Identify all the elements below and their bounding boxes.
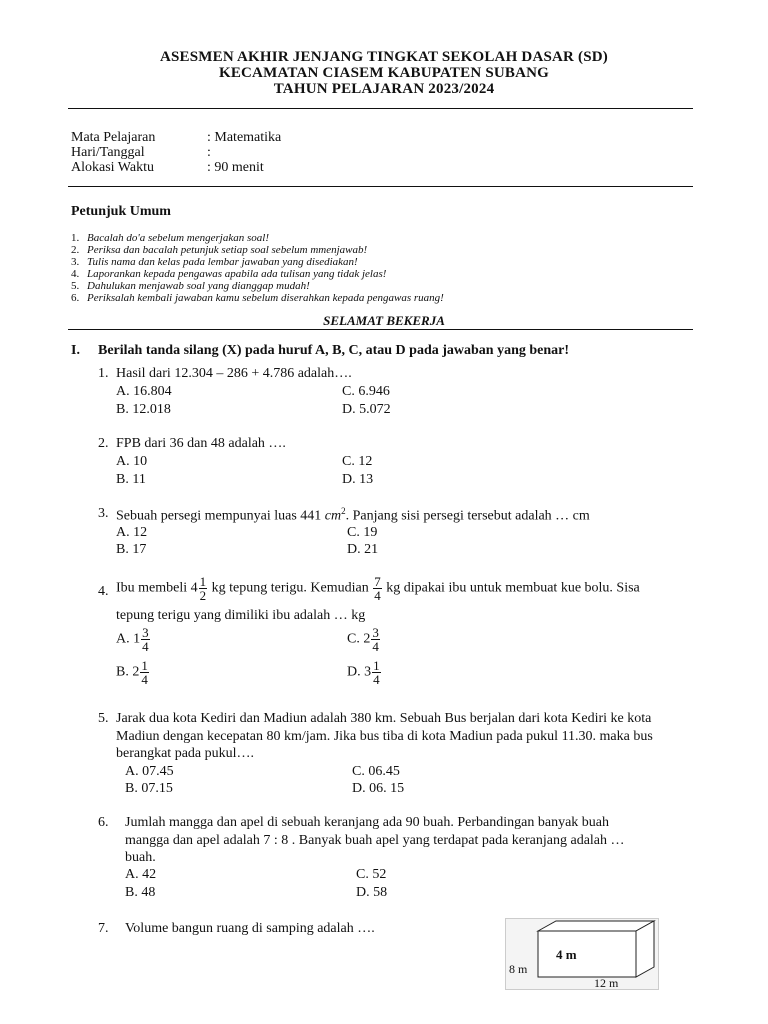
selamat-bekerja: SELAMAT BEKERJA [323, 313, 445, 328]
info-label-date: Hari/Tanggal [71, 145, 145, 160]
info-value-time: : 90 menit [207, 160, 264, 175]
q6-option-a: A. 42 [125, 867, 157, 882]
q1-option-d: D. 5.072 [342, 402, 391, 417]
question-6-number: 6. [98, 815, 109, 830]
q3-option-d: D. 21 [347, 542, 379, 557]
petunjuk-num: 5. [71, 280, 80, 292]
petunjuk-num: 6. [71, 292, 80, 304]
petunjuk-text: Periksalah kembali jawaban kamu sebelum diserahkan kepada pengawas ruang! [87, 292, 444, 304]
question-6-text-line3: buah. [125, 850, 156, 865]
q1-option-b: B. 12.018 [116, 402, 171, 417]
q2-option-b: B. 11 [116, 472, 146, 487]
fraction-denominator: 4 [374, 588, 381, 603]
q5-option-d: D. 06. 15 [352, 781, 405, 796]
fraction-numerator: 3 [142, 625, 149, 640]
petunjuk-text: Periksa dan bacalah petunjuk setiap soal sebelum mmenjawab! [87, 244, 368, 256]
q5-option-b: B. 07.15 [125, 781, 173, 796]
option-fraction [371, 626, 380, 653]
option-prefix: D. 3 [347, 664, 372, 680]
fraction-numerator: 7 [374, 574, 381, 589]
cuboid-front-face [538, 931, 636, 977]
question-7-text: Volume bangun ruang di samping adalah …. [125, 921, 375, 936]
cuboid-top-face [538, 921, 654, 931]
fraction-denominator: 4 [372, 639, 379, 654]
option-prefix: A. 1 [116, 631, 141, 647]
question-7-number: 7. [98, 921, 109, 936]
question-1-text: Hasil dari 12.304 – 286 + 4.786 adalah…. [116, 366, 352, 381]
info-divider [68, 186, 693, 187]
q3-option-a: A. 12 [116, 525, 148, 540]
q1-option-a: A. 16.804 [116, 384, 172, 399]
q4-fraction-used [373, 575, 382, 602]
petunjuk-item [71, 280, 310, 292]
petunjuk-num: 3. [71, 256, 80, 268]
header-line-1: ASESMEN AKHIR JENJANG TINGKAT SEKOLAH DASAR (SD) [159, 49, 608, 65]
q4-option-d [347, 659, 382, 686]
info-label-subject: Mata Pelajaran [71, 130, 156, 145]
petunjuk-item [71, 244, 367, 256]
q2-option-a: A. 10 [116, 454, 148, 469]
q6-option-c: C. 52 [356, 867, 387, 882]
info-label-time: Alokasi Waktu [71, 160, 154, 175]
question-5-text-line3: berangkat pada pukul…. [116, 746, 255, 761]
cuboid-side-face [636, 921, 654, 977]
q4-fraction-bought [199, 575, 208, 602]
q4-option-b [116, 659, 150, 686]
question-2-number: 2. [98, 436, 109, 451]
petunjuk-text: Dahulukan menjawab soal yang dianggap mudah! [87, 280, 310, 292]
option-prefix: C. 2 [347, 631, 371, 647]
petunjuk-item [71, 232, 269, 244]
petunjuk-title: Petunjuk Umum [71, 204, 171, 219]
petunjuk-divider [68, 329, 693, 330]
question-4-number: 4. [98, 584, 109, 599]
q4-text-part2: kg tepung terigu. Kemudian [211, 580, 369, 596]
cuboid-figure [505, 918, 659, 990]
fraction-numerator: 3 [372, 625, 379, 640]
fraction-numerator: 1 [141, 658, 148, 673]
section-number: I. [71, 343, 80, 358]
header-line-3: TAHUN PELAJARAN 2023/2024 [273, 81, 495, 97]
q3-unit-exponent: 2 [341, 506, 346, 516]
fraction-denominator: 4 [141, 672, 148, 687]
q5-option-c: C. 06.45 [352, 764, 400, 779]
q2-option-d: D. 13 [342, 472, 374, 487]
q4-option-c [347, 626, 381, 653]
q3-unit: cm [324, 508, 342, 524]
q3-text-start: Sebuah persegi mempunyai luas 441 [116, 508, 322, 524]
q6-option-b: B. 48 [125, 885, 156, 900]
fraction-numerator: 1 [373, 658, 380, 673]
q4-text-part3: kg dipakai ibu untuk membuat kue bolu. Sisa [386, 580, 640, 596]
fraction-denominator: 2 [199, 588, 207, 603]
question-5-text-line1: Jarak dua kota Kediri dan Madiun adalah 380 km. Sebuah Bus berjalan dari kota Kediri ke kota [116, 711, 652, 726]
fraction-denominator: 4 [373, 672, 380, 687]
question-6-text-line1: Jumlah mangga dan apel di sebuah keranjang ada 90 buah. Perbandingan banyak buah [125, 815, 610, 830]
petunjuk-num: 2. [71, 244, 80, 256]
cuboid-depth-label: 8 m [509, 962, 528, 976]
option-fraction [141, 626, 150, 653]
option-prefix: B. 2 [116, 664, 140, 680]
question-2-text: FPB dari 36 dan 48 adalah …. [116, 436, 286, 451]
petunjuk-item [71, 292, 444, 304]
petunjuk-text: Bacalah do'a sebelum mengerjakan soal! [87, 232, 269, 244]
q6-option-d: D. 58 [356, 885, 388, 900]
petunjuk-item [71, 268, 386, 280]
q1-option-c: C. 6.946 [342, 384, 390, 399]
petunjuk-num: 1. [71, 232, 80, 244]
question-5-text-line2: Madiun dengan kecepatan 80 km/jam. Jika bus tiba di kota Madiun pada pukul 11.30. maka bus [116, 729, 653, 744]
cuboid-drawing [506, 919, 658, 989]
q2-option-c: C. 12 [342, 454, 373, 469]
q4-text-part1: Ibu membeli 4 [116, 580, 198, 596]
question-5-number: 5. [98, 711, 109, 726]
petunjuk-text: Tulis nama dan kelas pada lembar jawaban yang disediakan! [87, 256, 358, 268]
petunjuk-num: 4. [71, 268, 80, 280]
option-fraction [140, 659, 149, 686]
petunjuk-item [71, 256, 358, 268]
question-3-number: 3. [98, 506, 109, 521]
question-4-text-line2: tepung terigu yang dimiliki ibu adalah … kg [116, 608, 366, 623]
cuboid-length-label: 12 m [594, 976, 619, 989]
info-value-date: : [207, 145, 211, 160]
section-instruction: Berilah tanda silang (X) pada huruf A, B, C, atau D pada jawaban yang benar! [98, 343, 570, 358]
option-fraction [372, 659, 381, 686]
question-6-text-line2: mangga dan apel adalah 7 : 8 . Banyak buah apel yang terdapat pada keranjang adalah … [125, 833, 625, 848]
question-1-number: 1. [98, 366, 109, 381]
fraction-denominator: 4 [142, 639, 149, 654]
q3-option-c: C. 19 [347, 525, 378, 540]
q5-option-a: A. 07.45 [125, 764, 174, 779]
q4-option-a [116, 626, 151, 653]
question-4-text [116, 575, 640, 602]
petunjuk-text: Laporankan kepada pengawas apabila ada tulisan yang tidak jelas! [87, 268, 387, 280]
q3-text-end: . Panjang sisi persegi tersebut adalah … cm [345, 508, 590, 524]
info-value-subject: : Matematika [207, 130, 282, 145]
cuboid-height-label: 4 m [556, 947, 577, 962]
header-line-2: KECAMATAN CIASEM KABUPATEN SUBANG [218, 65, 550, 81]
question-3-text [116, 506, 590, 525]
q3-option-b: B. 17 [116, 542, 147, 557]
fraction-numerator: 1 [199, 574, 207, 589]
header-divider [68, 108, 693, 109]
